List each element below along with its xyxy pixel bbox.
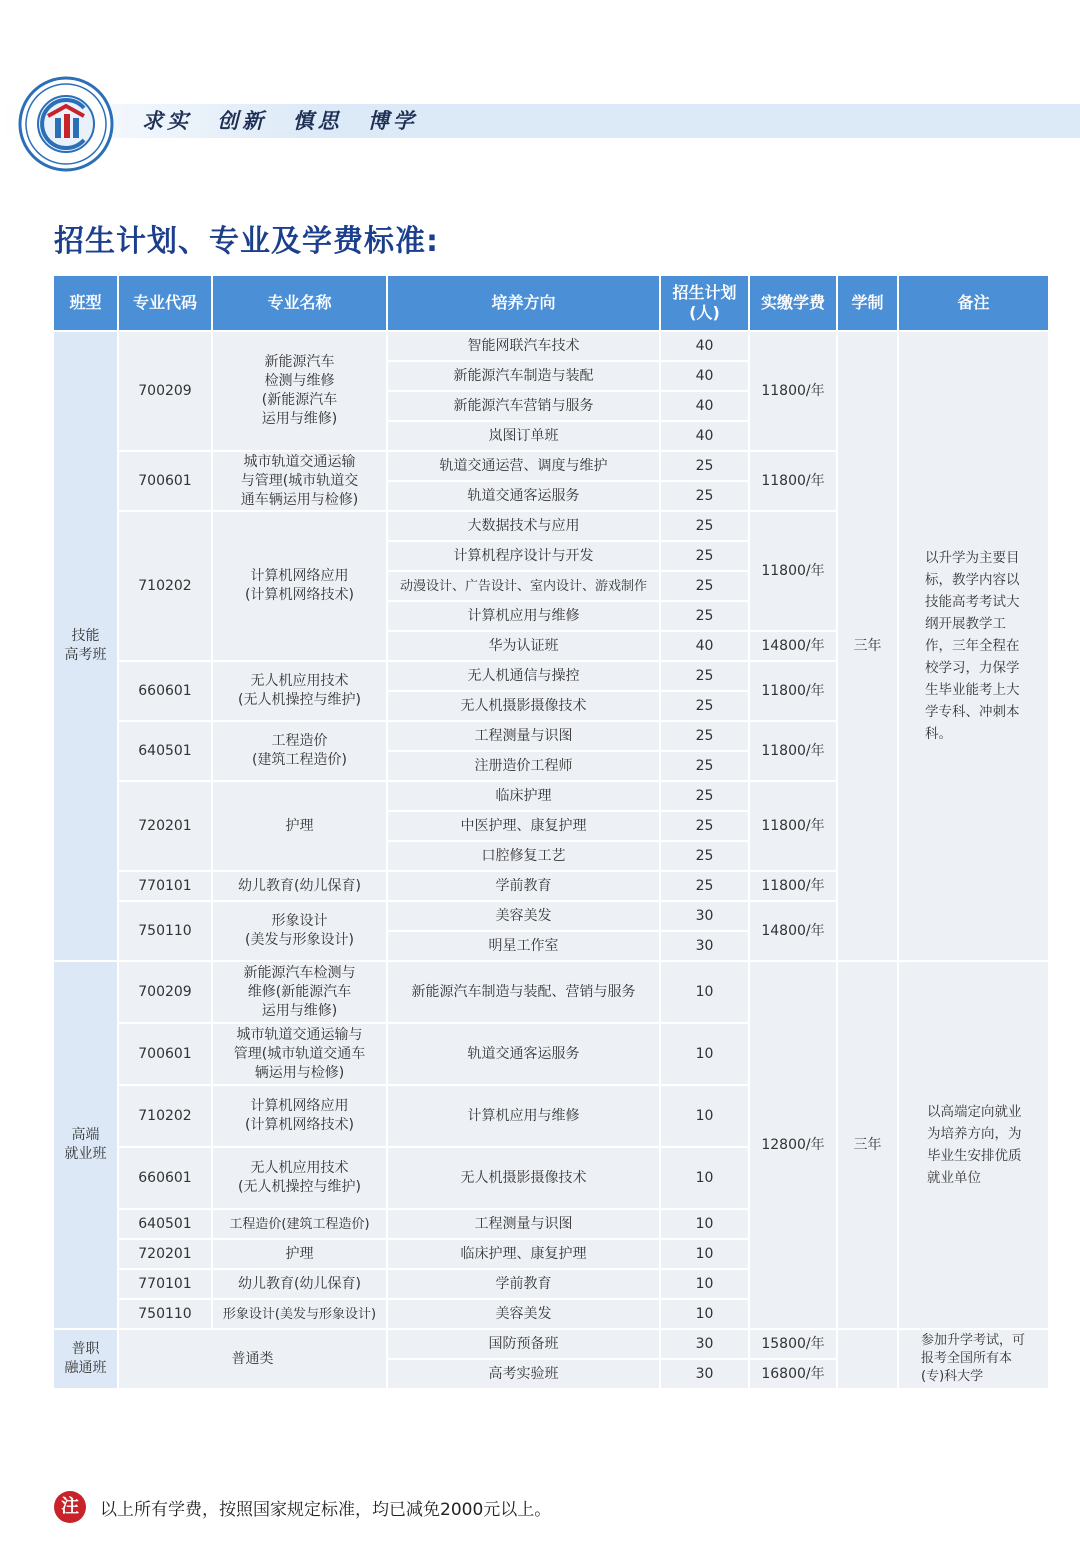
direction-cell: 工程测量与识图 bbox=[388, 722, 659, 750]
major-cell: 新能源汽车 检测与维修 (新能源汽车 运用与维修) bbox=[213, 332, 386, 450]
quota-cell: 30 bbox=[661, 1360, 748, 1388]
quota-cell: 10 bbox=[661, 1300, 748, 1328]
quota-cell: 25 bbox=[661, 782, 748, 810]
direction-cell: 中医护理、康复护理 bbox=[388, 812, 659, 840]
direction-cell: 轨道交通运营、调度与维护 bbox=[388, 452, 659, 480]
fee-cell: 14800/年 bbox=[750, 632, 836, 660]
quota-cell: 25 bbox=[661, 452, 748, 480]
note-badge: 注 bbox=[54, 1491, 86, 1523]
fee-cell: 11800/年 bbox=[750, 782, 836, 870]
quota-cell: 25 bbox=[661, 692, 748, 720]
major-cell: 工程造价(建筑工程造价) bbox=[213, 1210, 386, 1238]
code-cell: 640501 bbox=[119, 722, 211, 780]
major-cell: 护理 bbox=[213, 1240, 386, 1268]
direction-cell: 无人机摄影摄像技术 bbox=[388, 692, 659, 720]
code-cell: 750110 bbox=[119, 902, 211, 960]
quota-cell: 40 bbox=[661, 422, 748, 450]
quota-cell: 40 bbox=[661, 362, 748, 390]
major-cell: 无人机应用技术 (无人机操控与维护) bbox=[213, 662, 386, 720]
code-cell: 720201 bbox=[119, 782, 211, 870]
quota-cell: 10 bbox=[661, 1148, 748, 1208]
class-type-cell: 技能 高考班 bbox=[54, 332, 117, 960]
direction-cell: 动漫设计、广告设计、室内设计、游戏制作 bbox=[388, 572, 659, 600]
direction-cell: 轨道交通客运服务 bbox=[388, 1024, 659, 1084]
quota-cell: 25 bbox=[661, 602, 748, 630]
table-header-row bbox=[54, 276, 1048, 330]
code-cell: 660601 bbox=[119, 1148, 211, 1208]
quota-cell: 25 bbox=[661, 752, 748, 780]
quota-cell: 25 bbox=[661, 662, 748, 690]
table-row bbox=[54, 1330, 1048, 1358]
fee-cell: 16800/年 bbox=[750, 1360, 836, 1388]
direction-cell: 高考实验班 bbox=[388, 1360, 659, 1388]
class-type-cell: 高端 就业班 bbox=[54, 962, 117, 1328]
direction-cell: 口腔修复工艺 bbox=[388, 842, 659, 870]
code-cell: 770101 bbox=[119, 1270, 211, 1298]
major-cell: 幼儿教育(幼儿保育) bbox=[213, 1270, 386, 1298]
quota-cell: 30 bbox=[661, 932, 748, 960]
duration-cell: 三年 bbox=[838, 332, 897, 960]
direction-cell: 计算机应用与维修 bbox=[388, 1086, 659, 1146]
direction-cell: 临床护理、康复护理 bbox=[388, 1240, 659, 1268]
quota-cell: 25 bbox=[661, 842, 748, 870]
major-cell: 计算机网络应用 (计算机网络技术) bbox=[213, 1086, 386, 1146]
direction-cell: 工程测量与识图 bbox=[388, 1210, 659, 1238]
quota-cell: 10 bbox=[661, 1024, 748, 1084]
quota-cell: 25 bbox=[661, 722, 748, 750]
major-cell: 护理 bbox=[213, 782, 386, 870]
quota-cell: 10 bbox=[661, 962, 748, 1022]
quota-cell: 25 bbox=[661, 872, 748, 900]
major-cell: 普通类 bbox=[119, 1330, 386, 1388]
fee-cell: 15800/年 bbox=[750, 1330, 836, 1358]
direction-cell: 新能源汽车营销与服务 bbox=[388, 392, 659, 420]
school-logo bbox=[18, 76, 114, 172]
quota-cell: 10 bbox=[661, 1210, 748, 1238]
direction-cell: 新能源汽车制造与装配、营销与服务 bbox=[388, 962, 659, 1022]
direction-cell: 大数据技术与应用 bbox=[388, 512, 659, 540]
quota-cell: 25 bbox=[661, 812, 748, 840]
major-cell: 城市轨道交通运输与 管理(城市轨道交通车 辆运用与检修) bbox=[213, 1024, 386, 1084]
direction-cell: 华为认证班 bbox=[388, 632, 659, 660]
code-cell: 710202 bbox=[119, 512, 211, 660]
quota-cell: 25 bbox=[661, 512, 748, 540]
major-cell: 计算机网络应用 (计算机网络技术) bbox=[213, 512, 386, 660]
code-cell: 700209 bbox=[119, 962, 211, 1022]
class-type-cell: 普职 融通班 bbox=[54, 1330, 117, 1388]
direction-cell: 岚图订单班 bbox=[388, 422, 659, 450]
code-cell: 700601 bbox=[119, 452, 211, 510]
code-cell: 770101 bbox=[119, 872, 211, 900]
school-motto: 求实 创新 慎思 博学 bbox=[142, 108, 418, 133]
header-quota: 招生计划 (人) bbox=[661, 276, 748, 330]
fee-cell: 11800/年 bbox=[750, 722, 836, 780]
direction-cell: 计算机应用与维修 bbox=[388, 602, 659, 630]
major-cell: 新能源汽车检测与 维修(新能源汽车 运用与维修) bbox=[213, 962, 386, 1022]
code-cell: 660601 bbox=[119, 662, 211, 720]
direction-cell: 智能网联汽车技术 bbox=[388, 332, 659, 360]
direction-cell: 临床护理 bbox=[388, 782, 659, 810]
quota-cell: 10 bbox=[661, 1270, 748, 1298]
direction-cell: 美容美发 bbox=[388, 902, 659, 930]
fee-cell: 11800/年 bbox=[750, 662, 836, 720]
page-title: 招生计划、专业及学费标准: bbox=[54, 224, 439, 259]
major-cell: 形象设计(美发与形象设计) bbox=[213, 1300, 386, 1328]
code-cell: 700601 bbox=[119, 1024, 211, 1084]
direction-cell: 明星工作室 bbox=[388, 932, 659, 960]
fee-cell: 11800/年 bbox=[750, 512, 836, 630]
code-cell: 750110 bbox=[119, 1300, 211, 1328]
fee-cell: 11800/年 bbox=[750, 452, 836, 510]
direction-cell: 注册造价工程师 bbox=[388, 752, 659, 780]
direction-cell: 学前教育 bbox=[388, 872, 659, 900]
quota-cell: 30 bbox=[661, 1330, 748, 1358]
note-text: 以上所有学费，按照国家规定标准，均已减免2000元以上。 bbox=[100, 1499, 552, 1520]
header-direction: 培养方向 bbox=[388, 276, 659, 330]
fee-cell: 11800/年 bbox=[750, 872, 836, 900]
enrollment-table bbox=[52, 274, 1050, 1390]
direction-cell: 无人机摄影摄像技术 bbox=[388, 1148, 659, 1208]
header-duration: 学制 bbox=[838, 276, 897, 330]
quota-cell: 40 bbox=[661, 332, 748, 360]
remark-cell: 以升学为主要目标，教学内容以技能高考考试大纲开展教学工作，三年全程在校学习，力保学生毕业能考上大学专科、冲刺本科。 bbox=[899, 332, 1048, 960]
direction-cell: 美容美发 bbox=[388, 1300, 659, 1328]
direction-cell: 新能源汽车制造与装配 bbox=[388, 362, 659, 390]
major-cell: 无人机应用技术 (无人机操控与维护) bbox=[213, 1148, 386, 1208]
code-cell: 700209 bbox=[119, 332, 211, 450]
header-code: 专业代码 bbox=[119, 276, 211, 330]
quota-cell: 25 bbox=[661, 572, 748, 600]
table-row bbox=[54, 962, 1048, 1022]
header-major: 专业名称 bbox=[213, 276, 386, 330]
fee-cell: 11800/年 bbox=[750, 332, 836, 450]
direction-cell: 轨道交通客运服务 bbox=[388, 482, 659, 510]
quota-cell: 40 bbox=[661, 392, 748, 420]
quota-cell: 25 bbox=[661, 482, 748, 510]
header-fee: 实缴学费 bbox=[750, 276, 836, 330]
code-cell: 710202 bbox=[119, 1086, 211, 1146]
fee-cell: 12800/年 bbox=[750, 962, 836, 1328]
fee-cell: 14800/年 bbox=[750, 902, 836, 960]
code-cell: 640501 bbox=[119, 1210, 211, 1238]
direction-cell: 计算机程序设计与开发 bbox=[388, 542, 659, 570]
table-row bbox=[54, 332, 1048, 360]
direction-cell: 国防预备班 bbox=[388, 1330, 659, 1358]
remark-cell: 以高端定向就业为培养方向，为毕业生安排优质就业单位 bbox=[899, 962, 1048, 1328]
code-cell: 720201 bbox=[119, 1240, 211, 1268]
quota-cell: 10 bbox=[661, 1240, 748, 1268]
quota-cell: 25 bbox=[661, 542, 748, 570]
major-cell: 城市轨道交通运输 与管理(城市轨道交 通车辆运用与检修) bbox=[213, 452, 386, 510]
remark-cell: 参加升学考试，可报考全国所有本(专)科大学 bbox=[899, 1330, 1048, 1388]
major-cell: 工程造价 (建筑工程造价) bbox=[213, 722, 386, 780]
direction-cell: 学前教育 bbox=[388, 1270, 659, 1298]
quota-cell: 30 bbox=[661, 902, 748, 930]
direction-cell: 无人机通信与操控 bbox=[388, 662, 659, 690]
quota-cell: 10 bbox=[661, 1086, 748, 1146]
header-class-type: 班型 bbox=[54, 276, 117, 330]
header-remark: 备注 bbox=[899, 276, 1048, 330]
duration-cell bbox=[838, 1330, 897, 1388]
footnote bbox=[54, 1490, 551, 1524]
major-cell: 形象设计 (美发与形象设计) bbox=[213, 902, 386, 960]
quota-cell: 40 bbox=[661, 632, 748, 660]
duration-cell: 三年 bbox=[838, 962, 897, 1328]
major-cell: 幼儿教育(幼儿保育) bbox=[213, 872, 386, 900]
